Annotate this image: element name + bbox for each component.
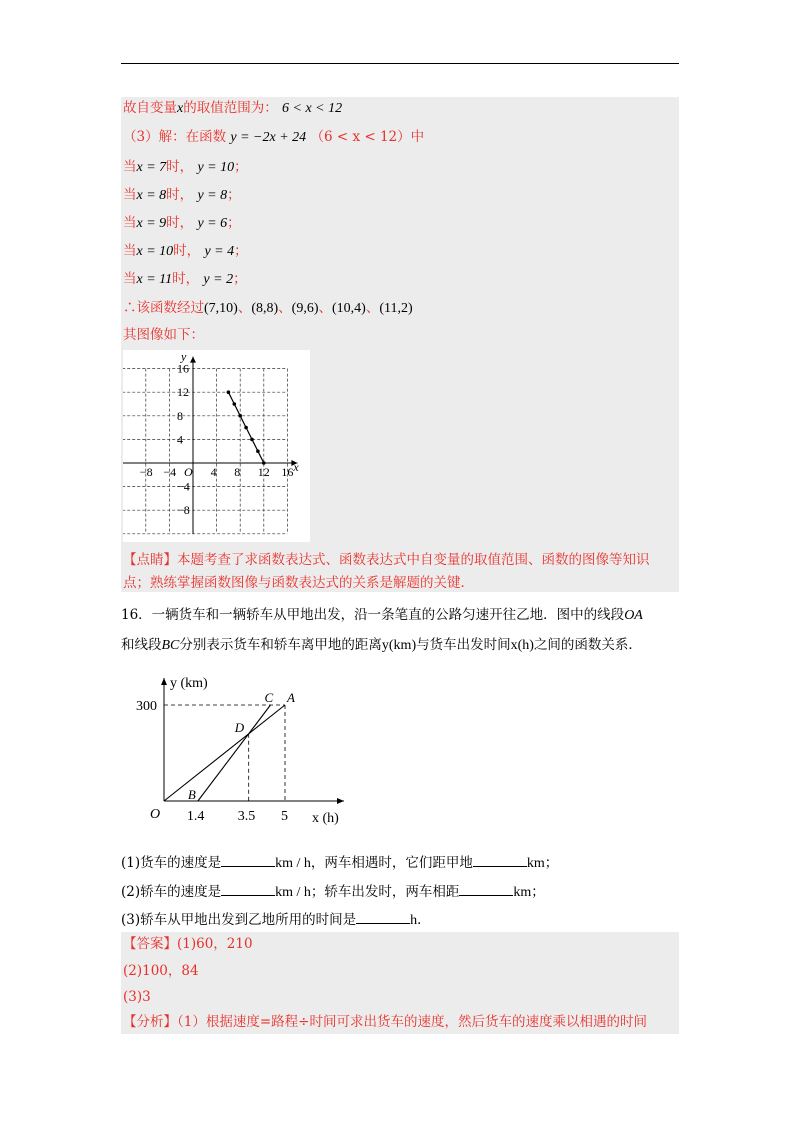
- function-graph-svg: [123, 350, 310, 542]
- point-mid: 时，: [173, 243, 201, 259]
- point-post: ；: [227, 187, 241, 203]
- range-expr: 6 < x < 12: [282, 101, 343, 116]
- sub-question-2: [121, 880, 545, 901]
- point-post: ；: [227, 215, 241, 231]
- point-post: ；: [233, 271, 247, 287]
- point-mid: 时，: [166, 215, 194, 231]
- passes-point: (10,4): [331, 301, 366, 316]
- data-point: [227, 390, 231, 394]
- passes-line: [123, 300, 413, 317]
- point-a-label: A: [287, 690, 295, 705]
- sub-question-3: [121, 908, 431, 929]
- answer-blank[interactable]: [473, 854, 527, 867]
- y-tick-label: 16: [177, 361, 189, 376]
- y-axis-arrow: [190, 357, 196, 363]
- part3-line: [123, 129, 424, 146]
- point-d-label: D: [234, 719, 245, 735]
- analysis-text: （1）根据速度=路程÷时间可求出货车的速度，然后货车的速度乘以相遇的时间: [177, 1014, 647, 1030]
- part3-range: （6 < x < 12）中: [310, 129, 425, 145]
- q16-var-y: y(km): [381, 638, 417, 653]
- x-tick-label: 16: [281, 465, 294, 479]
- data-point: [262, 461, 266, 465]
- y-tick-label: 300: [136, 699, 157, 714]
- point-mid: 时，: [172, 271, 200, 287]
- q16-line-2: [121, 633, 642, 654]
- point-x: x = 8: [136, 188, 167, 203]
- distance-time-graph-svg: [132, 672, 352, 832]
- graph-label: 其图像如下：: [123, 327, 204, 343]
- y-axis-label: y (km): [170, 676, 208, 691]
- answer-blank[interactable]: [459, 883, 513, 896]
- q16-line-1: [121, 603, 643, 624]
- x-tick-label: 3.5: [237, 809, 256, 824]
- point-post: ；: [234, 159, 248, 175]
- passes-sep: 、: [318, 300, 332, 316]
- point-pre: 当: [123, 243, 137, 259]
- q16-text-2d: 之间的函数关系．: [533, 637, 642, 653]
- passes-sep: 、: [365, 300, 380, 316]
- answer-blank[interactable]: [221, 854, 275, 867]
- point-c-label: C: [264, 690, 274, 705]
- x-axis-label: x: [293, 460, 299, 474]
- passes-point: (11,2): [379, 301, 413, 316]
- data-point: [256, 449, 260, 453]
- answer-1: (1)60，210: [177, 936, 253, 952]
- sub1-text-b: ，两车相遇时，它们距甲地: [310, 855, 473, 871]
- point-x: x = 10: [136, 244, 174, 259]
- x-tick-label: −8: [139, 465, 153, 479]
- distance-time-graph: [132, 672, 352, 832]
- x-tick-label: 1.4: [186, 809, 205, 824]
- x-tick-label: 5: [281, 809, 288, 824]
- q16-var-x: x(h): [510, 638, 534, 653]
- range-var: x: [177, 101, 184, 116]
- q16-text-2c: 与货车出发时间: [416, 637, 511, 653]
- point-pre: 当: [123, 187, 137, 203]
- sub2-text: (2)轿车的速度是: [121, 884, 222, 900]
- y-axis-arrow: [161, 678, 167, 685]
- point-x: x = 11: [136, 272, 173, 287]
- answer-tag: 【答案】: [123, 936, 177, 952]
- y-tick-label: −8: [177, 503, 190, 518]
- x-tick-label: −4: [163, 465, 177, 479]
- passes-point: (7,10): [204, 301, 238, 316]
- part3-label: （3）解：在函数: [123, 129, 227, 145]
- point-pre: 当: [123, 159, 137, 175]
- passes-sep: 、: [278, 300, 292, 316]
- answer-blank[interactable]: [221, 883, 275, 896]
- sub3-text: (3)轿车从甲地出发到乙地所用的时间是: [121, 912, 357, 928]
- data-point: [250, 438, 254, 442]
- q16-var-oa: OA: [624, 608, 643, 623]
- passes-point: (8,8): [251, 301, 279, 316]
- point-line: [123, 187, 241, 204]
- point-y: y = 4: [204, 244, 235, 259]
- y-tick-label: 8: [177, 408, 183, 423]
- point-x: x = 7: [136, 160, 167, 175]
- x-axis-arrow: [337, 798, 344, 804]
- point-y: y = 2: [203, 272, 234, 287]
- point-y: y = 6: [197, 216, 228, 231]
- part3-func: y = −2x + 24: [230, 130, 307, 145]
- sub2-text-b: ；轿车出发时，两车相距: [310, 884, 460, 900]
- answer-3: (3)3: [123, 989, 151, 1005]
- comment-text-1: 本题考查了求函数表达式、函数表达式中自变量的取值范围、函数的图像等知识: [177, 552, 650, 568]
- range-line: [123, 100, 342, 117]
- q16-text-2b: 分别表示货车和轿车离甲地的距离: [179, 637, 382, 653]
- answer-line-1: [123, 936, 253, 952]
- point-b-label: B: [187, 787, 196, 802]
- analysis-tag: 【分析】: [123, 1014, 177, 1030]
- point-pre: 当: [123, 215, 137, 231]
- point-line: [123, 243, 248, 260]
- data-point: [238, 414, 242, 418]
- sub2-unit2: km: [513, 885, 532, 900]
- y-tick-label: 4: [177, 432, 183, 447]
- point-line: [123, 215, 241, 232]
- point-mid: 时，: [166, 187, 194, 203]
- segment-oa: [164, 705, 285, 801]
- point-y: y = 10: [197, 160, 235, 175]
- comment-tag: 【点睛】: [123, 552, 177, 568]
- point-mid: 时，: [166, 159, 194, 175]
- origin-label: O: [150, 807, 161, 822]
- analysis-line: [123, 1014, 647, 1030]
- answer-2: (2)100，84: [123, 963, 199, 979]
- answer-blank[interactable]: [356, 911, 410, 924]
- x-tick-label: 12: [257, 465, 270, 479]
- passes-point: (9,6): [291, 301, 319, 316]
- sub1-end: ；: [544, 855, 559, 871]
- y-tick-label: 12: [177, 385, 189, 400]
- sub3-end: ．: [417, 912, 431, 928]
- sub2-unit: km / h: [275, 885, 311, 900]
- point-post: ；: [234, 243, 248, 259]
- q16-text-2a: 和线段: [121, 637, 162, 653]
- passes-label: ∴该函数经过: [123, 300, 204, 316]
- q16-var-bc: BC: [161, 638, 180, 653]
- sub2-end: ；: [531, 884, 545, 900]
- sub1-unit: km / h: [275, 856, 311, 871]
- x-tick-label: 4: [210, 465, 217, 479]
- comment-line-1: [123, 552, 650, 568]
- data-point: [244, 426, 248, 430]
- x-axis-label: x (h): [312, 811, 339, 826]
- range-label: 故自变量: [123, 100, 177, 116]
- sub1-unit2: km: [526, 856, 545, 871]
- point-pre: 当: [123, 271, 137, 287]
- q16-text-1: 16．一辆货车和一辆轿车从甲地出发，沿一条笔直的公路匀速开往乙地．图中的线段: [121, 607, 625, 623]
- sub1-text: (1)货车的速度是: [121, 855, 222, 871]
- point-line: [123, 159, 248, 176]
- data-point: [233, 402, 237, 406]
- y-tick-label: −4: [177, 479, 190, 494]
- function-graph: [123, 350, 310, 542]
- origin-label: O: [184, 465, 193, 479]
- comment-line-2: 点；熟练掌握函数图像与函数表达式的关系是解题的关键．: [123, 575, 474, 591]
- point-y: y = 8: [197, 188, 228, 203]
- sub3-unit: h: [410, 913, 418, 928]
- x-tick-label: 8: [234, 465, 241, 479]
- y-axis-label: y: [181, 350, 187, 364]
- point-line: [123, 271, 247, 288]
- range-mid: 的取值范围为：: [183, 100, 278, 116]
- sub-question-1: [121, 851, 558, 872]
- point-x: x = 9: [136, 216, 167, 231]
- header-rule: [121, 63, 679, 64]
- passes-sep: 、: [237, 300, 252, 316]
